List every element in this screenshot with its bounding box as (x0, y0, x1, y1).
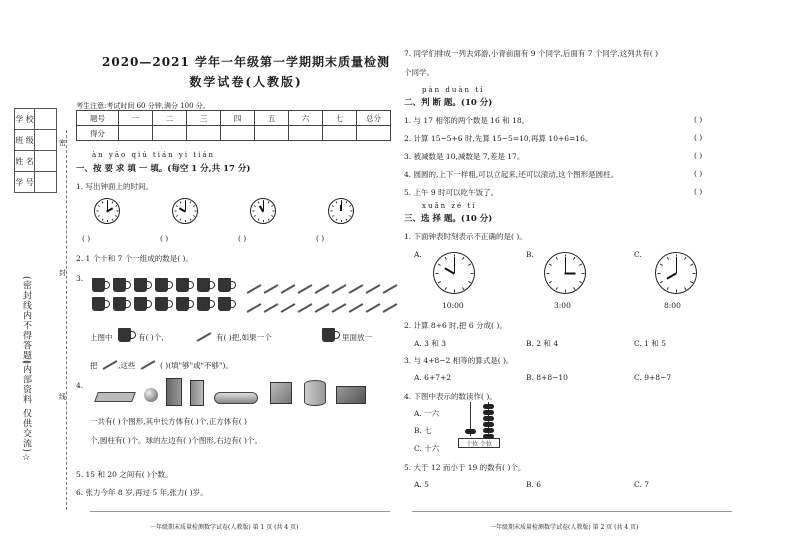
score-cell[interactable] (187, 126, 221, 141)
clock-tick (454, 289, 455, 292)
fork-icon (281, 303, 296, 313)
q3-text-a: 上图中 (90, 333, 113, 342)
sphere-shape (144, 388, 158, 402)
clock-tick (690, 281, 693, 283)
exam-title: 2020—2021 学年一年级第一学期期末质量检测 (102, 55, 390, 69)
clock-tick (435, 273, 438, 274)
q4-line2: 个,圆柱有( )个。球的左边有( )个图形,右边有( )个。 (90, 436, 262, 445)
clock-tick (684, 287, 686, 290)
fork-icon (197, 332, 212, 342)
fork-icon (383, 284, 398, 294)
clock-tick (444, 256, 446, 259)
exam-subtitle: 数学试卷(人教版) (189, 75, 303, 89)
clock-tick (330, 211, 332, 212)
clock-minute-hand (565, 257, 566, 273)
clock-tick (267, 219, 269, 221)
footer-divider-left (90, 511, 390, 512)
clock-tick (341, 220, 342, 222)
cup-icon (134, 297, 147, 311)
cuboid-block-shape (336, 386, 366, 404)
clock-tick (350, 211, 352, 212)
fork-icon (103, 360, 118, 370)
q6-text: 6. 张力今年 8 岁,再过 5 年,张力( )岁。 (76, 488, 208, 497)
clock-tick (331, 215, 333, 217)
clock-minute-hand (107, 201, 108, 211)
section1-pinyin: àn yāo qiú tián yi tián (92, 151, 216, 159)
seal-dashed-line (66, 130, 67, 510)
clock-tick (257, 201, 259, 203)
c1-opt-a[interactable]: A. (414, 250, 422, 259)
clock-tick (690, 263, 693, 265)
fork-icon (349, 284, 364, 294)
name-field[interactable] (35, 151, 57, 172)
score-header-cell: 三 (187, 111, 221, 126)
clock-tick (115, 215, 117, 217)
clock-tick (107, 220, 108, 222)
clock-tick (659, 281, 662, 283)
clock-face (433, 252, 475, 294)
clock-face (328, 198, 354, 224)
c3-opt-c[interactable]: C. 9+8−7 (634, 373, 672, 382)
clock-minute-hand (454, 257, 455, 273)
clock-tick (253, 215, 255, 217)
clock-tick (657, 273, 660, 274)
q1-text: 1. 写出钟面上的时间。 (76, 182, 154, 191)
clock-tick (331, 205, 333, 207)
q3-text-d: 里面放一 (342, 333, 372, 342)
clock-tick (253, 205, 255, 207)
c2-text: 2. 计算 8+6 时,把 6 分成( )。 (404, 321, 507, 330)
score-header-cell: 五 (255, 111, 289, 126)
clock-tick (444, 287, 446, 290)
mark-seal: 封 (59, 269, 66, 277)
clock-face (94, 198, 120, 224)
fork-icon (315, 284, 330, 294)
school-field[interactable] (35, 109, 57, 130)
clock-tick (175, 215, 177, 217)
clock-tick (111, 201, 113, 203)
c1-text: 1. 下面钟表时刻表示不正确的是( )。 (404, 232, 527, 241)
number-field[interactable] (35, 172, 57, 193)
clock-tick (548, 281, 551, 283)
class-field[interactable] (35, 130, 57, 151)
q7-line2: 个同学。 (404, 68, 434, 77)
clock-face (544, 252, 586, 294)
fork-icon (366, 284, 381, 294)
judge-answer-blank[interactable]: ( ) (694, 133, 703, 142)
clock-tick (692, 273, 695, 274)
cup-icon (113, 278, 126, 292)
q3-text-c: 有( )把,如果一个 (216, 333, 272, 342)
clock-tick (335, 201, 337, 203)
clock-tick (349, 215, 351, 217)
cup-icon (155, 278, 168, 292)
c1-time-a: 10:00 (442, 301, 464, 310)
fork-icon (383, 303, 398, 313)
c4-text: 4. 下图中表示的数读作( )。 (404, 392, 497, 401)
footer-left: 一年级期末质量检测数学试卷(人教版) 第 1 页 (共 4 页) (150, 524, 299, 531)
clock-hour-hand (565, 272, 576, 274)
clock-minute-hand (263, 201, 264, 211)
clock-tick (565, 289, 566, 292)
q2-text: 2. 1 个十和 7 个一组成的数是( )。 (76, 254, 193, 263)
clock-tick (257, 219, 259, 221)
clock-tick (111, 219, 113, 221)
score-header-cell: 一 (119, 111, 153, 126)
cup-icon (92, 297, 105, 311)
c2-opt-b[interactable]: B. 2 和 4 (526, 339, 559, 348)
judge-answer-blank[interactable]: ( ) (694, 187, 703, 196)
c1-opt-b[interactable]: B. (526, 250, 534, 259)
q1-blank-2[interactable]: ( ) (160, 234, 169, 243)
judge-question: 4. 圆圆的,上下一样粗,可以立起来,还可以滚动,这个图形是圆柱。 (404, 170, 619, 179)
cup-icon (92, 278, 105, 292)
q4-line1: 一共有( )个图形,其中长方体有( )个,正方体有( ) (90, 417, 247, 426)
clock-tick (573, 287, 575, 290)
clock-tick (345, 219, 347, 221)
clock-tick (175, 205, 177, 207)
side-note-seal: (密封线内不得答题) (21, 276, 31, 366)
judge-question: 2. 计算 15−5+6 时,先算 15−5=10,再算 10+6=16。 (404, 134, 593, 143)
cup-icon (197, 297, 210, 311)
clock-tick (555, 256, 557, 259)
clock-minute-hand (185, 201, 186, 211)
q1-blank-4[interactable]: ( ) (316, 234, 325, 243)
clock-tick (267, 201, 269, 203)
c1-opt-c[interactable]: C. (634, 250, 642, 259)
clock-tick (97, 215, 99, 217)
fork-icon (332, 284, 347, 294)
cuboid-upright-shape (190, 380, 204, 406)
clock-tick (470, 273, 473, 274)
mark-mi: 密 (59, 139, 66, 147)
clock-tick (546, 273, 549, 274)
footer-divider-right (412, 511, 732, 512)
clock-tick (101, 219, 103, 221)
cup-icon (218, 297, 231, 311)
fork-icon (366, 303, 381, 313)
clock-tick (193, 215, 195, 217)
clock-tick (271, 215, 273, 217)
clock-tick (194, 211, 196, 212)
c5-opt-b[interactable]: B. 6 (526, 480, 542, 489)
clock-tick (189, 201, 191, 203)
c4-opt-c[interactable]: C. 十六 (414, 444, 440, 453)
judge-question: 3. 被减数是 10,减数是 7,差是 17。 (404, 152, 525, 161)
clock-tick (659, 263, 662, 265)
clock-tick (579, 281, 582, 283)
cup-icon (176, 297, 189, 311)
fork-icon (349, 303, 364, 313)
clock-tick (335, 219, 337, 221)
clock-tick (573, 256, 575, 259)
clock-tick (468, 281, 471, 283)
fork-icon (298, 303, 313, 313)
judge-question: 1. 与 17 相邻的两个数是 16 和 18。 (404, 116, 530, 125)
judge-answer-blank[interactable]: ( ) (694, 169, 703, 178)
q5-text: 5. 15 和 20 之间有( )个数。 (76, 470, 173, 479)
section3-pinyin: xuǎn zé tí (422, 202, 477, 210)
q3-text-f: ,这些 (118, 361, 136, 370)
q4-label: 4. (76, 381, 84, 390)
clock-tick (193, 205, 195, 207)
clock-tick (189, 219, 191, 221)
cup-icon (218, 278, 231, 292)
section3-heading: 三、选 择 题。(10 分) (404, 214, 493, 224)
c4-opt-b[interactable]: B. 七 (414, 426, 432, 435)
label-number: 学 号 (15, 172, 35, 193)
clock-tick (676, 289, 677, 292)
cup-icon (113, 297, 126, 311)
c3-opt-b[interactable]: B. 8+8−10 (526, 373, 568, 382)
fork-icon (247, 284, 262, 294)
judge-answer-blank[interactable]: ( ) (694, 115, 703, 124)
q1-blank-1[interactable]: ( ) (82, 234, 91, 243)
fork-icon (264, 284, 279, 294)
c5-opt-a[interactable]: A. 5 (414, 480, 429, 489)
clock-tick (555, 287, 557, 290)
cup-icon (176, 278, 189, 292)
c3-opt-a[interactable]: A. 6+7+2 (414, 373, 452, 382)
score-cell[interactable] (255, 126, 289, 141)
section2-heading: 二、判 断 题。(10 分) (404, 98, 493, 108)
c5-opt-c[interactable]: C. 7 (634, 480, 650, 489)
clock-tick (97, 205, 99, 207)
fork-icon (247, 303, 262, 313)
clock-tick (548, 263, 551, 265)
score-table (76, 110, 391, 141)
clock-tick (179, 201, 181, 203)
clock-tick (684, 256, 686, 259)
judge-answer-blank[interactable]: ( ) (694, 151, 703, 160)
score-cell[interactable] (221, 126, 255, 141)
fork-icon (315, 303, 330, 313)
clock-tick (179, 219, 181, 221)
judge-question: 5. 上午 9 时可以吃午饭了。 (404, 188, 499, 197)
score-header-cell: 四 (221, 111, 255, 126)
clock-tick (116, 211, 118, 212)
clock-tick (272, 211, 274, 212)
c1-time-b: 3:00 (554, 301, 571, 310)
c5-text: 5. 大于 12 而小于 19 的数有( )个。 (404, 463, 526, 472)
c2-opt-a[interactable]: A. 3 和 3 (414, 339, 446, 348)
score-header-cell: 六 (289, 111, 323, 126)
exam-notice: 考生注意:考试时间 60 分钟,满分 100 分。 (76, 102, 210, 110)
clock-tick (581, 273, 584, 274)
fork-icon (141, 360, 156, 370)
label-school: 学 校 (15, 109, 35, 130)
cylinder-upright-shape (304, 380, 326, 406)
q1-blank-3[interactable]: ( ) (238, 234, 247, 243)
clock-tick (115, 205, 117, 207)
cube-shape (270, 382, 292, 404)
cuboid-flat-shape (94, 392, 136, 402)
clock-tick (174, 211, 176, 212)
clock-tick (101, 201, 103, 203)
q3-text-g: ( )(填"够"或"不够")。 (160, 361, 233, 370)
c2-opt-c[interactable]: C. 1 和 5 (634, 339, 667, 348)
cuboid-tall-shape (166, 378, 182, 406)
score-cell[interactable] (153, 126, 187, 141)
mark-line: 线 (59, 393, 66, 401)
footer-right: 一年级期末质量检测数学试卷(人教版) 第 2 页 (共 4 页) (490, 524, 639, 531)
cup-icon (118, 328, 131, 342)
clock-minute-hand (341, 201, 342, 211)
abacus-label: 十位 个位 (458, 438, 500, 448)
clock-tick (345, 201, 347, 203)
label-class: 班 级 (15, 130, 35, 151)
c4-opt-a[interactable]: A. 一六 (414, 409, 440, 418)
clock-tick (437, 263, 440, 265)
clock-tick (437, 281, 440, 283)
section1-heading: 一、按 要 求 填 一 填。(每空 1 分,共 17 分) (76, 164, 251, 174)
clock-tick (666, 256, 668, 259)
fork-icon (281, 284, 296, 294)
clock-tick (349, 205, 351, 207)
q3-text-e: 把 (90, 361, 98, 370)
score-cell[interactable] (119, 126, 153, 141)
clock-tick (185, 220, 186, 222)
score-header-cell: 题号 (77, 111, 119, 126)
clock-tick (252, 211, 254, 212)
score-header-cell: 总分 (357, 111, 391, 126)
clock-tick (462, 256, 464, 259)
score-cell[interactable] (357, 126, 391, 141)
clock-tick (263, 220, 264, 222)
score-row-label: 得分 (77, 126, 119, 141)
score-header-cell: 七 (323, 111, 357, 126)
clock-tick (462, 287, 464, 290)
clock-tick (666, 287, 668, 290)
clock-face (250, 198, 276, 224)
student-info-table (14, 108, 57, 193)
score-header-cell: 二 (153, 111, 187, 126)
section2-pinyin: pàn duàn tí (422, 86, 485, 94)
clock-tick (468, 263, 471, 265)
clock-tick (96, 211, 98, 212)
fork-icon (298, 284, 313, 294)
q3-label: 3. (76, 274, 84, 283)
label-name: 姓 名 (15, 151, 35, 172)
clock-tick (271, 205, 273, 207)
q3-text-b: 有( )个, (138, 333, 164, 342)
q7-line1: 7. 同学们排成一列去郊游,小青前面有 9 个同学,后面有 7 个同学,这列共有( ) (404, 49, 659, 58)
c1-time-c: 8:00 (664, 301, 681, 310)
cup-icon (197, 278, 210, 292)
clock-minute-hand (676, 257, 677, 273)
score-cell[interactable] (289, 126, 323, 141)
clock-face (655, 252, 697, 294)
c3-text: 3. 与 4+8−2 相等的算式是( )。 (404, 356, 514, 365)
fork-icon (264, 303, 279, 313)
clock-tick (579, 263, 582, 265)
score-cell[interactable] (323, 126, 357, 141)
cup-icon (134, 278, 147, 292)
clock-hour-hand (666, 272, 676, 279)
cup-icon (322, 328, 335, 342)
fork-icon (332, 303, 347, 313)
cylinder-lying-shape (214, 392, 258, 404)
side-note-internal: (内部资料 仅供交流)☆ (21, 360, 31, 464)
cup-icon (155, 297, 168, 311)
clock-face (172, 198, 198, 224)
